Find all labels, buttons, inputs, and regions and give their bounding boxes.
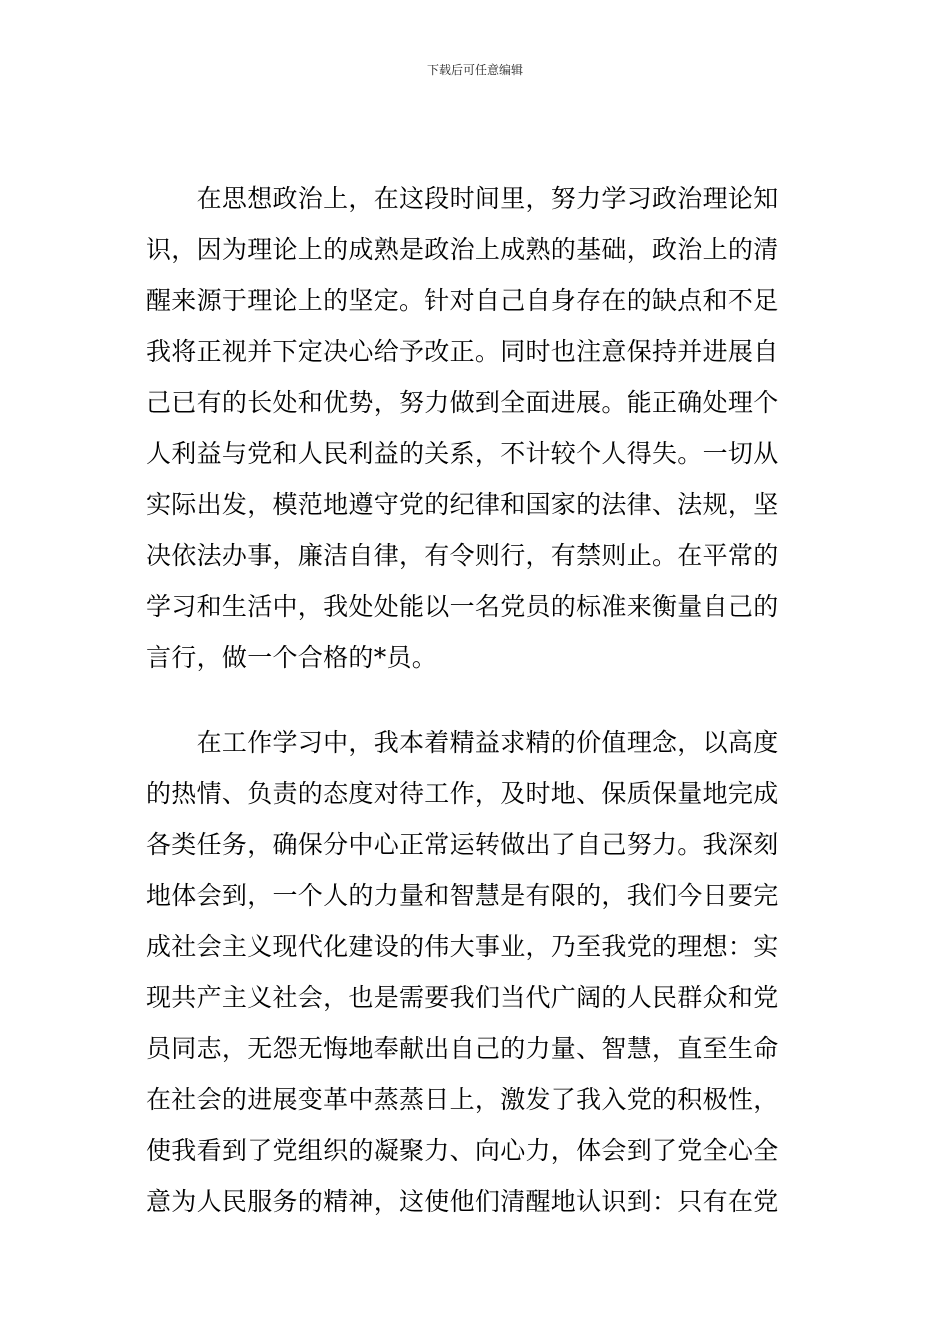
text-line: 地体会到，一个人的力量和智慧是有限的，我们今日要完 (146, 881, 779, 910)
text-line: 在社会的进展变革中蒸蒸日上，激发了我入党的积极性， (146, 1085, 779, 1114)
text-line: 醒来源于理论上的坚定。针对自己自身存在的缺点和不足 (146, 286, 779, 315)
text-line: 决依法办事，廉洁自律，有令则行，有禁则止。在平常的 (146, 541, 779, 570)
text-line: 意为人民服务的精神，这使他们清醒地认识到：只有在党 (146, 1187, 779, 1216)
text-line: 各类任务，确保分中心正常运转做出了自己努力。我深刻 (146, 830, 779, 859)
text-line: 的热情、负责的态度对待工作，及时地、保质保量地完成 (146, 779, 779, 808)
text-line: 学习和生活中，我处处能以一名党员的标准来衡量自己的 (146, 592, 779, 621)
text-line: 识，因为理论上的成熟是政治上成熟的基础，政治上的清 (146, 235, 779, 264)
text-line: 人利益与党和人民利益的关系，不计较个人得失。一切从 (146, 439, 779, 468)
text-line: 实际出发，模范地遵守党的纪律和国家的法律、法规，坚 (146, 490, 779, 519)
paragraph-work-study (146, 717, 806, 1227)
text-line: 我将正视并下定决心给予改正。同时也注意保持并进展自 (146, 337, 779, 366)
text-line: 使我看到了党组织的凝聚力、向心力，体会到了党全心全 (146, 1136, 779, 1165)
text-line: 现共产主义社会，也是需要我们当代广阔的人民群众和党 (146, 983, 779, 1012)
text-line: 言行，做一个合格的*员。 (146, 643, 438, 672)
text-line: 成社会主义现代化建设的伟大事业，乃至我党的理想：实 (146, 932, 779, 961)
text-line: 在思想政治上，在这段时间里，努力学习政治理论知 (146, 184, 779, 213)
paragraph-political-thought (146, 173, 806, 683)
text-line: 在工作学习中，我本着精益求精的价值理念，以高度 (146, 728, 779, 757)
text-line: 己已有的长处和优势，努力做到全面进展。能正确处理个 (146, 388, 779, 417)
page-header: 下载后可任意编辑 (426, 63, 523, 77)
text-line: 员同志，无怨无悔地奉献出自己的力量、智慧，直至生命 (146, 1034, 779, 1063)
